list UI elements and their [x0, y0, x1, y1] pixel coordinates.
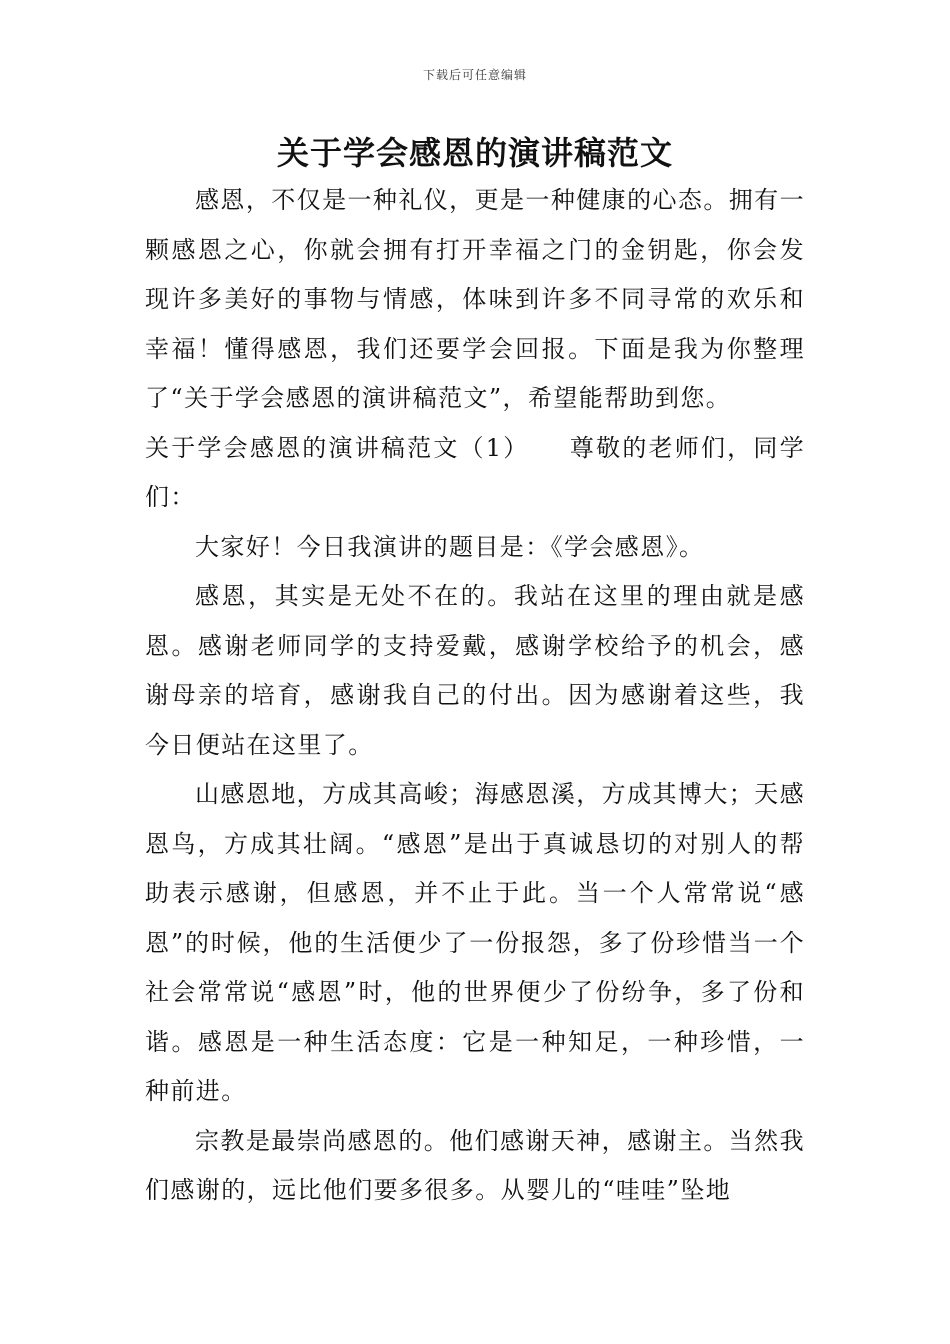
paragraph-intro: 感恩，不仅是一种礼仪，更是一种健康的心态。拥有一颗感恩之心，你就会拥有打开幸福之门的金钥匙，你会发现许多美好的事物与情感，体味到许多不同寻常的欢乐和幸福！懂得感恩，我们还要学会回报。下面是我为你整理了“关于学会感恩的演讲稿范文”，希望能帮助到您。 [145, 186, 805, 412]
paragraph-religion: 宗教是最崇尚感恩的。他们感谢天神，感谢主。当然我们感谢的，远比他们要多很多。从婴儿的“哇哇”坠地 [145, 1126, 805, 1204]
document-title: 关于学会感恩的演讲稿范文 [276, 134, 673, 172]
paragraph-greeting: 大家好！今日我演讲的题目是：《学会感恩》。 [195, 532, 705, 561]
paragraph-section-heading: 关于学会感恩的演讲稿范文（1） 尊敬的老师们，同学们： [145, 433, 805, 511]
document-body [145, 176, 805, 1216]
header-note: 下载后可任意编辑 [422, 68, 527, 82]
paragraph-nature: 山感恩地，方成其高峻；海感恩溪，方成其博大；天感恩鸟，方成其壮阔。“感恩”是出于真诚恳切的对别人的帮助表示感谢，但感恩，并不止于此。当一个人常常说“感恩”的时候，他的生活便少了一份报怨，多了份珍惜当一个社会常常说“感恩”时，他的世界便少了份纷争，多了份和谐。感恩是一种生活态度：它是一种知足，一种珍惜，一种前进。 [145, 780, 805, 1105]
paragraph-gratitude: 感恩，其实是无处不在的。我站在这里的理由就是感恩。感谢老师同学的支持爱戴，感谢学校给予的机会，感谢母亲的培育，感谢我自己的付出。因为感谢着这些，我今日便站在这里了。 [145, 582, 805, 759]
